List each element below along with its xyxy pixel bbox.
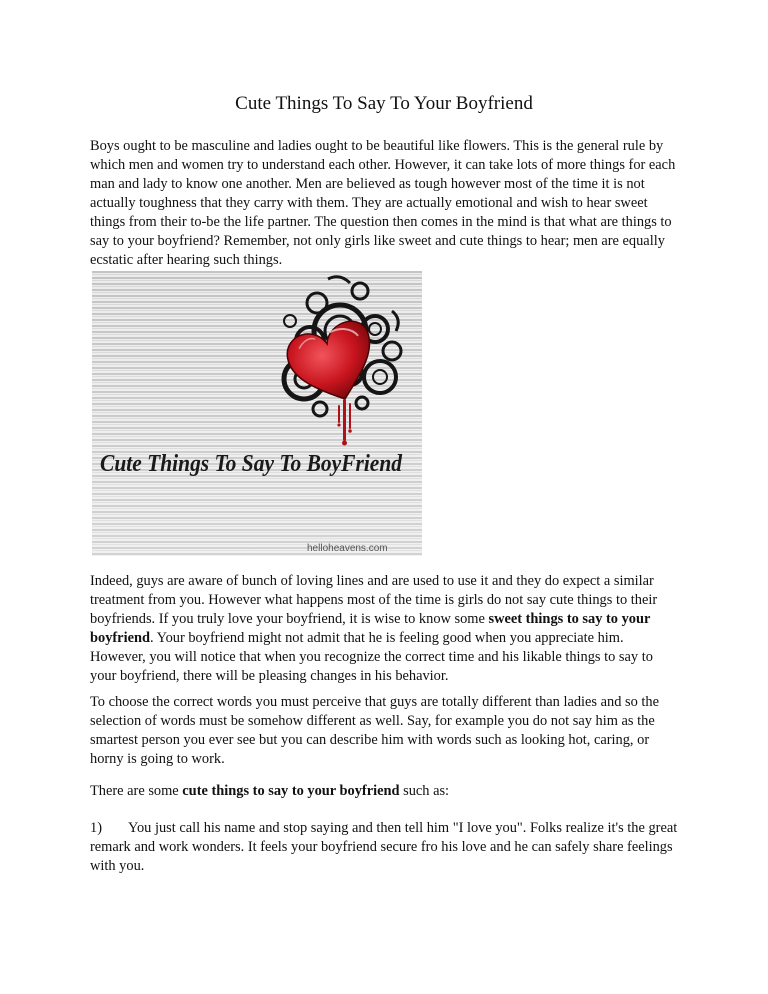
- keyword-link: sweet things to say to your boyfriend: [90, 611, 651, 646]
- keyword-phrase: cute things to say to your boyfriend: [182, 783, 400, 799]
- body-paragraph-4: There are some cute things to say to your boyfriend such as:: [90, 783, 450, 799]
- list-number: 1): [90, 820, 102, 836]
- body-paragraph-2: Indeed, guys are aware of bunch of loving lines and are used to use it and they do expect a similar treatment from you. However what happens most of the time is girls do not say cute things to their boyfriends. If you truly love your boyfriend, it is wise to know some sweet things to say to your boyfriend. Your boyfriend might not admit that he is feeling good when you appreciate him. However, you will notice that when you recognize the correct time and his likable things to say to your boyfriend, there will be pleasing changes in his behavior.: [90, 573, 658, 684]
- list-item: [90, 819, 680, 876]
- figure-banner-text: Cute Things To Say To BoyFriend: [100, 451, 403, 477]
- intro-paragraph: Boys ought to be masculine and ladies ought to be beautiful like flowers. This is the general rule by which men and women try to understand each other. However, it can take lots of more things for each man and lady to know one another. Men are believed as tough however most of the time it is not actually toughness that they carry with them. They are actually emotional and wish to hear sweet things from their to-be the life partner. The question then comes in the mind is that what are things to say to your boyfriend? Remember, not only girls like sweet and cute things to hear; men are equally ecstatic after hearing such things.: [90, 138, 676, 268]
- figure-watermark: helloheavens.com: [307, 543, 388, 554]
- list-text: You just call his name and stop saying and then tell him "I love you". Folks realize it's the great remark and work wonders. It feels your boyfriend secure fro his love and he can safely share feelings with you.: [90, 820, 678, 874]
- page-title: Cute Things To Say To Your Boyfriend: [235, 93, 533, 114]
- body-paragraph-3: To choose the correct words you must perceive that guys are totally different than ladies and so the selection of words must be somehow different as well. Say, for example you do not say him as the smartest person you ever see but you can describe him with words such as looking hot, caring, or horny is going to work.: [90, 694, 659, 767]
- article-image: [92, 271, 422, 556]
